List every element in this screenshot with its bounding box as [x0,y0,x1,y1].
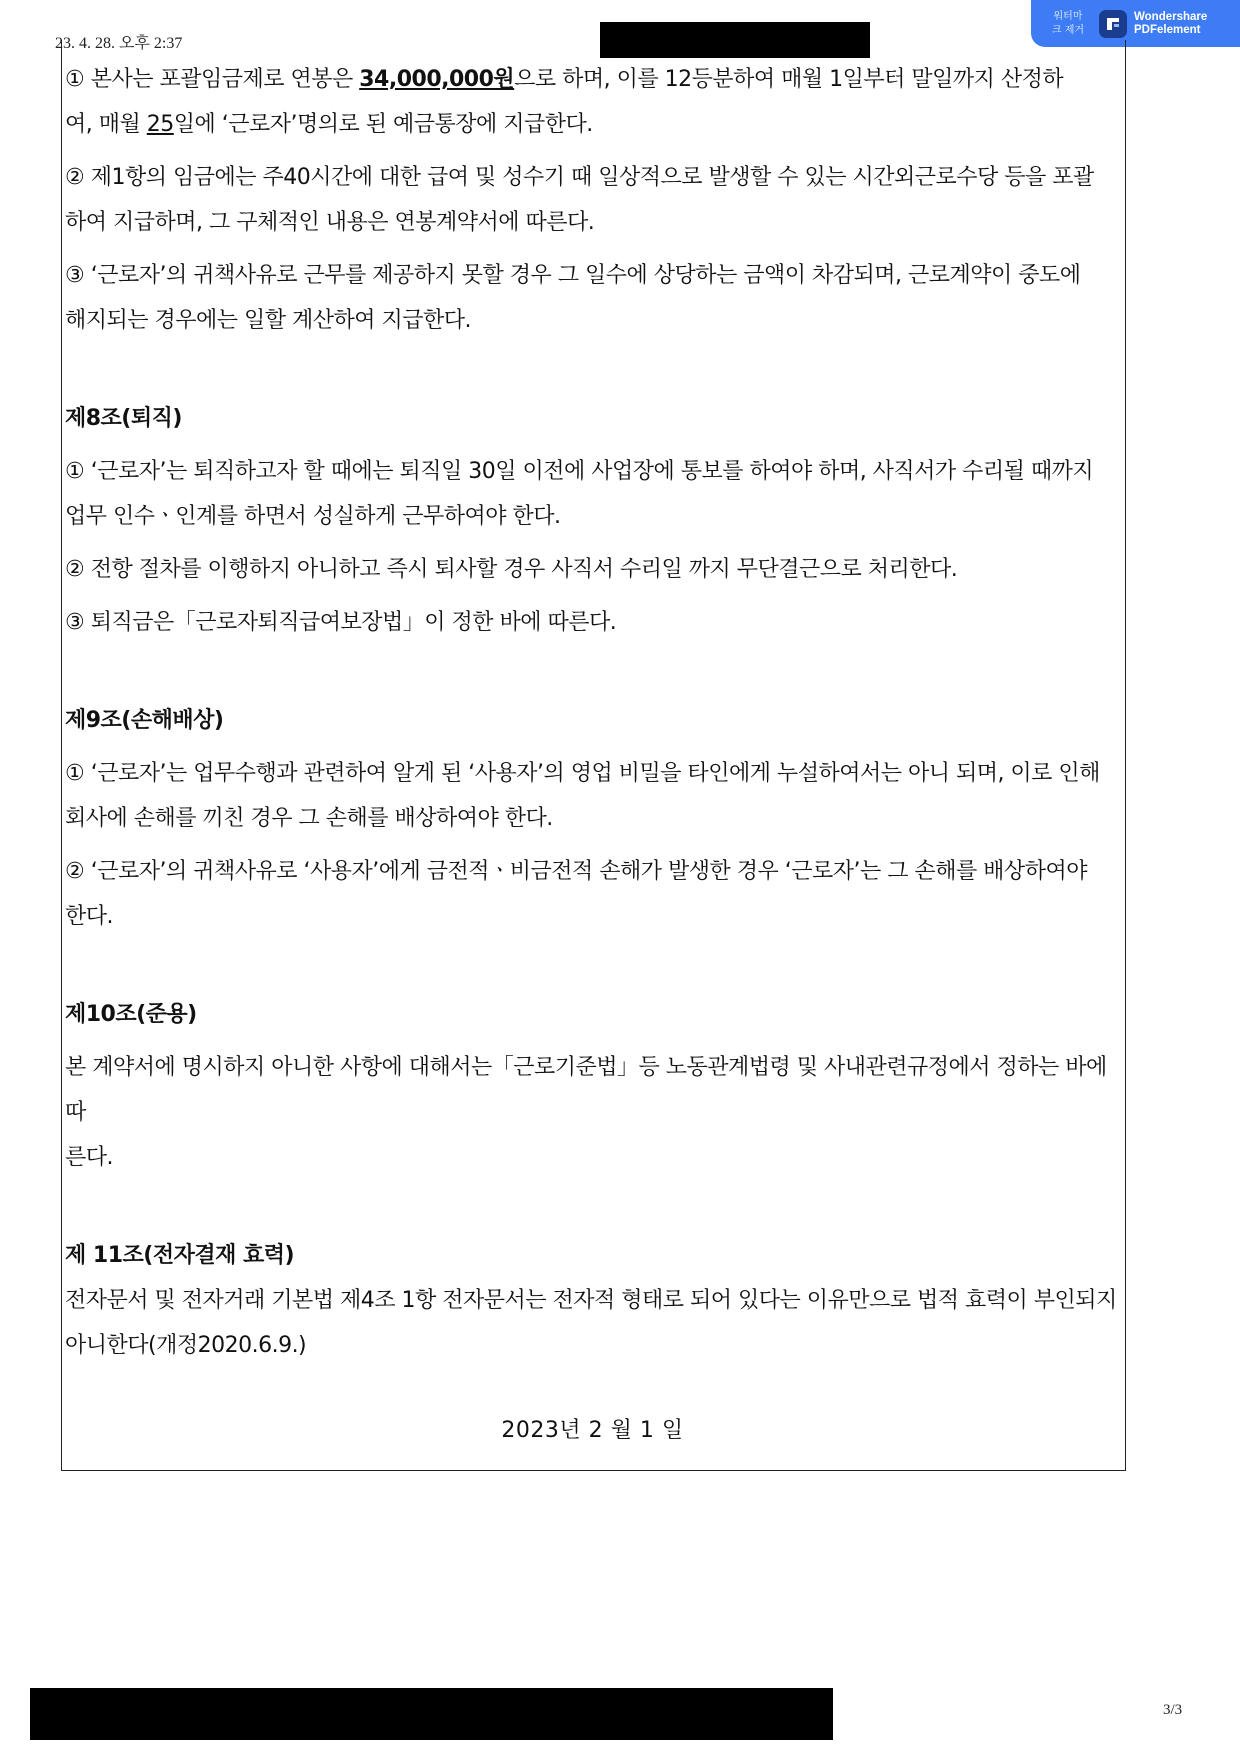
article8-clause1-line1: ① ‘근로자’는 퇴직하고자 할 때에는 퇴직일 30일 이전에 사업장에 통보를 하여야 하며, 사직서가 수리될 때까지 [65,459,1094,484]
watermark-brand [1134,11,1207,37]
article10-line1: 본 계약서에 명시하지 아니한 사항에 대해서는「근로기준법」등 노동관계법령 및 사내관련규정에서 정하는 바에 따 [65,1055,1107,1125]
article8-clause1-line2: 업무 인수ㆍ인계를 하면서 성실하게 근무하여야 한다. [65,504,561,529]
article9-clause2-line2: 한다. [65,904,113,929]
article7-clauses [65,57,1125,343]
article9-clause2-line1: ② ‘근로자’의 귀책사유로 ‘사용자’에게 금전적ㆍ비금전적 손해가 발생한 경우 ‘근로자’는 그 손해를 배상하여야 [65,859,1087,884]
contract-date: 2023년 2 월 1 일 [501,1418,684,1443]
article7-clause2-line2: 하여 지급하며, 그 구체적인 내용은 연봉계약서에 따른다. [65,210,595,235]
article8-clause3: ③ 퇴직금은「근로자퇴직급여보장법」이 정한 바에 따른다. [65,610,617,635]
article9-clause1-line1: ① ‘근로자’는 업무수행과 관련하여 알게 된 ‘사용자’의 영업 비밀을 타인에게 누설하여서는 아니 되며, 이로 인해 [65,761,1100,786]
article8-title: 제8조(퇴직) [65,406,182,431]
payday: 25 [146,112,174,137]
article11-line2: 아니한다(개정2020.6.9.) [65,1333,307,1358]
article7-clause1-line1 [65,57,1125,102]
clause-text: 여, 매월 [65,112,147,137]
article10-title: 제10조(준용) [65,1002,197,1027]
article7-clause2-line1: ② 제1항의 임금에는 주40시간에 대한 급여 및 성수기 때 일상적으로 발생할 수 있는 시간외근로수당 등을 포괄 [65,165,1094,190]
article11-title: 제 11조(전자결재 효력) [65,1243,295,1268]
article7-clause1-line2 [65,102,1125,147]
remove-watermark-line1: 워터마 [1053,10,1083,22]
brand-line2: PDFelement [1134,23,1201,36]
article8-clause2: ② 전항 절차를 이행하지 아니하고 즉시 퇴사할 경우 사직서 수리일 까지 무단결근으로 처리한다. [65,557,958,582]
clause-text: 으로 하며, 이를 12등분하여 매월 1일부터 말일까지 산정하 [514,67,1064,92]
salary-amount: 34,000,000원 [359,67,515,92]
article11-line1: 전자문서 및 전자거래 기본법 제4조 1항 전자문서는 전자적 형태로 되어 있다는 이유만으로 법적 효력이 부인되지 [65,1288,1117,1313]
article7-clause3-line2: 해지되는 경우에는 일할 계산하여 지급한다. [65,308,472,333]
brand-line1: Wondershare [1134,10,1208,23]
contract-body [65,57,1125,1368]
article7-clause3-line1: ③ ‘근로자’의 귀책사유로 근무를 제공하지 못할 경우 그 일수에 상당하는 금액이 차감되며, 근로계약이 중도에 [65,263,1081,288]
clause-text: 일에 ‘근로자’명의로 된 예금통장에 지급한다. [173,112,593,137]
remove-watermark-line2: 크 제거 [1051,24,1085,36]
article9-clause1-line2: 회사에 손해를 끼친 경우 그 손해를 배상하여야 한다. [65,806,553,831]
clause-text: ① 본사는 포괄임금제로 연봉은 [65,67,360,92]
page-number: 3/3 [1163,1702,1183,1718]
remove-watermark-link[interactable] [1031,10,1099,38]
redaction-bar-bottom [30,1688,833,1740]
print-timestamp: 23. 4. 28. 오후 2:37 [55,35,183,52]
pdfelement-logo-icon [1099,10,1127,38]
article10-line2: 른다. [65,1145,113,1170]
article9-title: 제9조(손해배상) [65,708,224,733]
